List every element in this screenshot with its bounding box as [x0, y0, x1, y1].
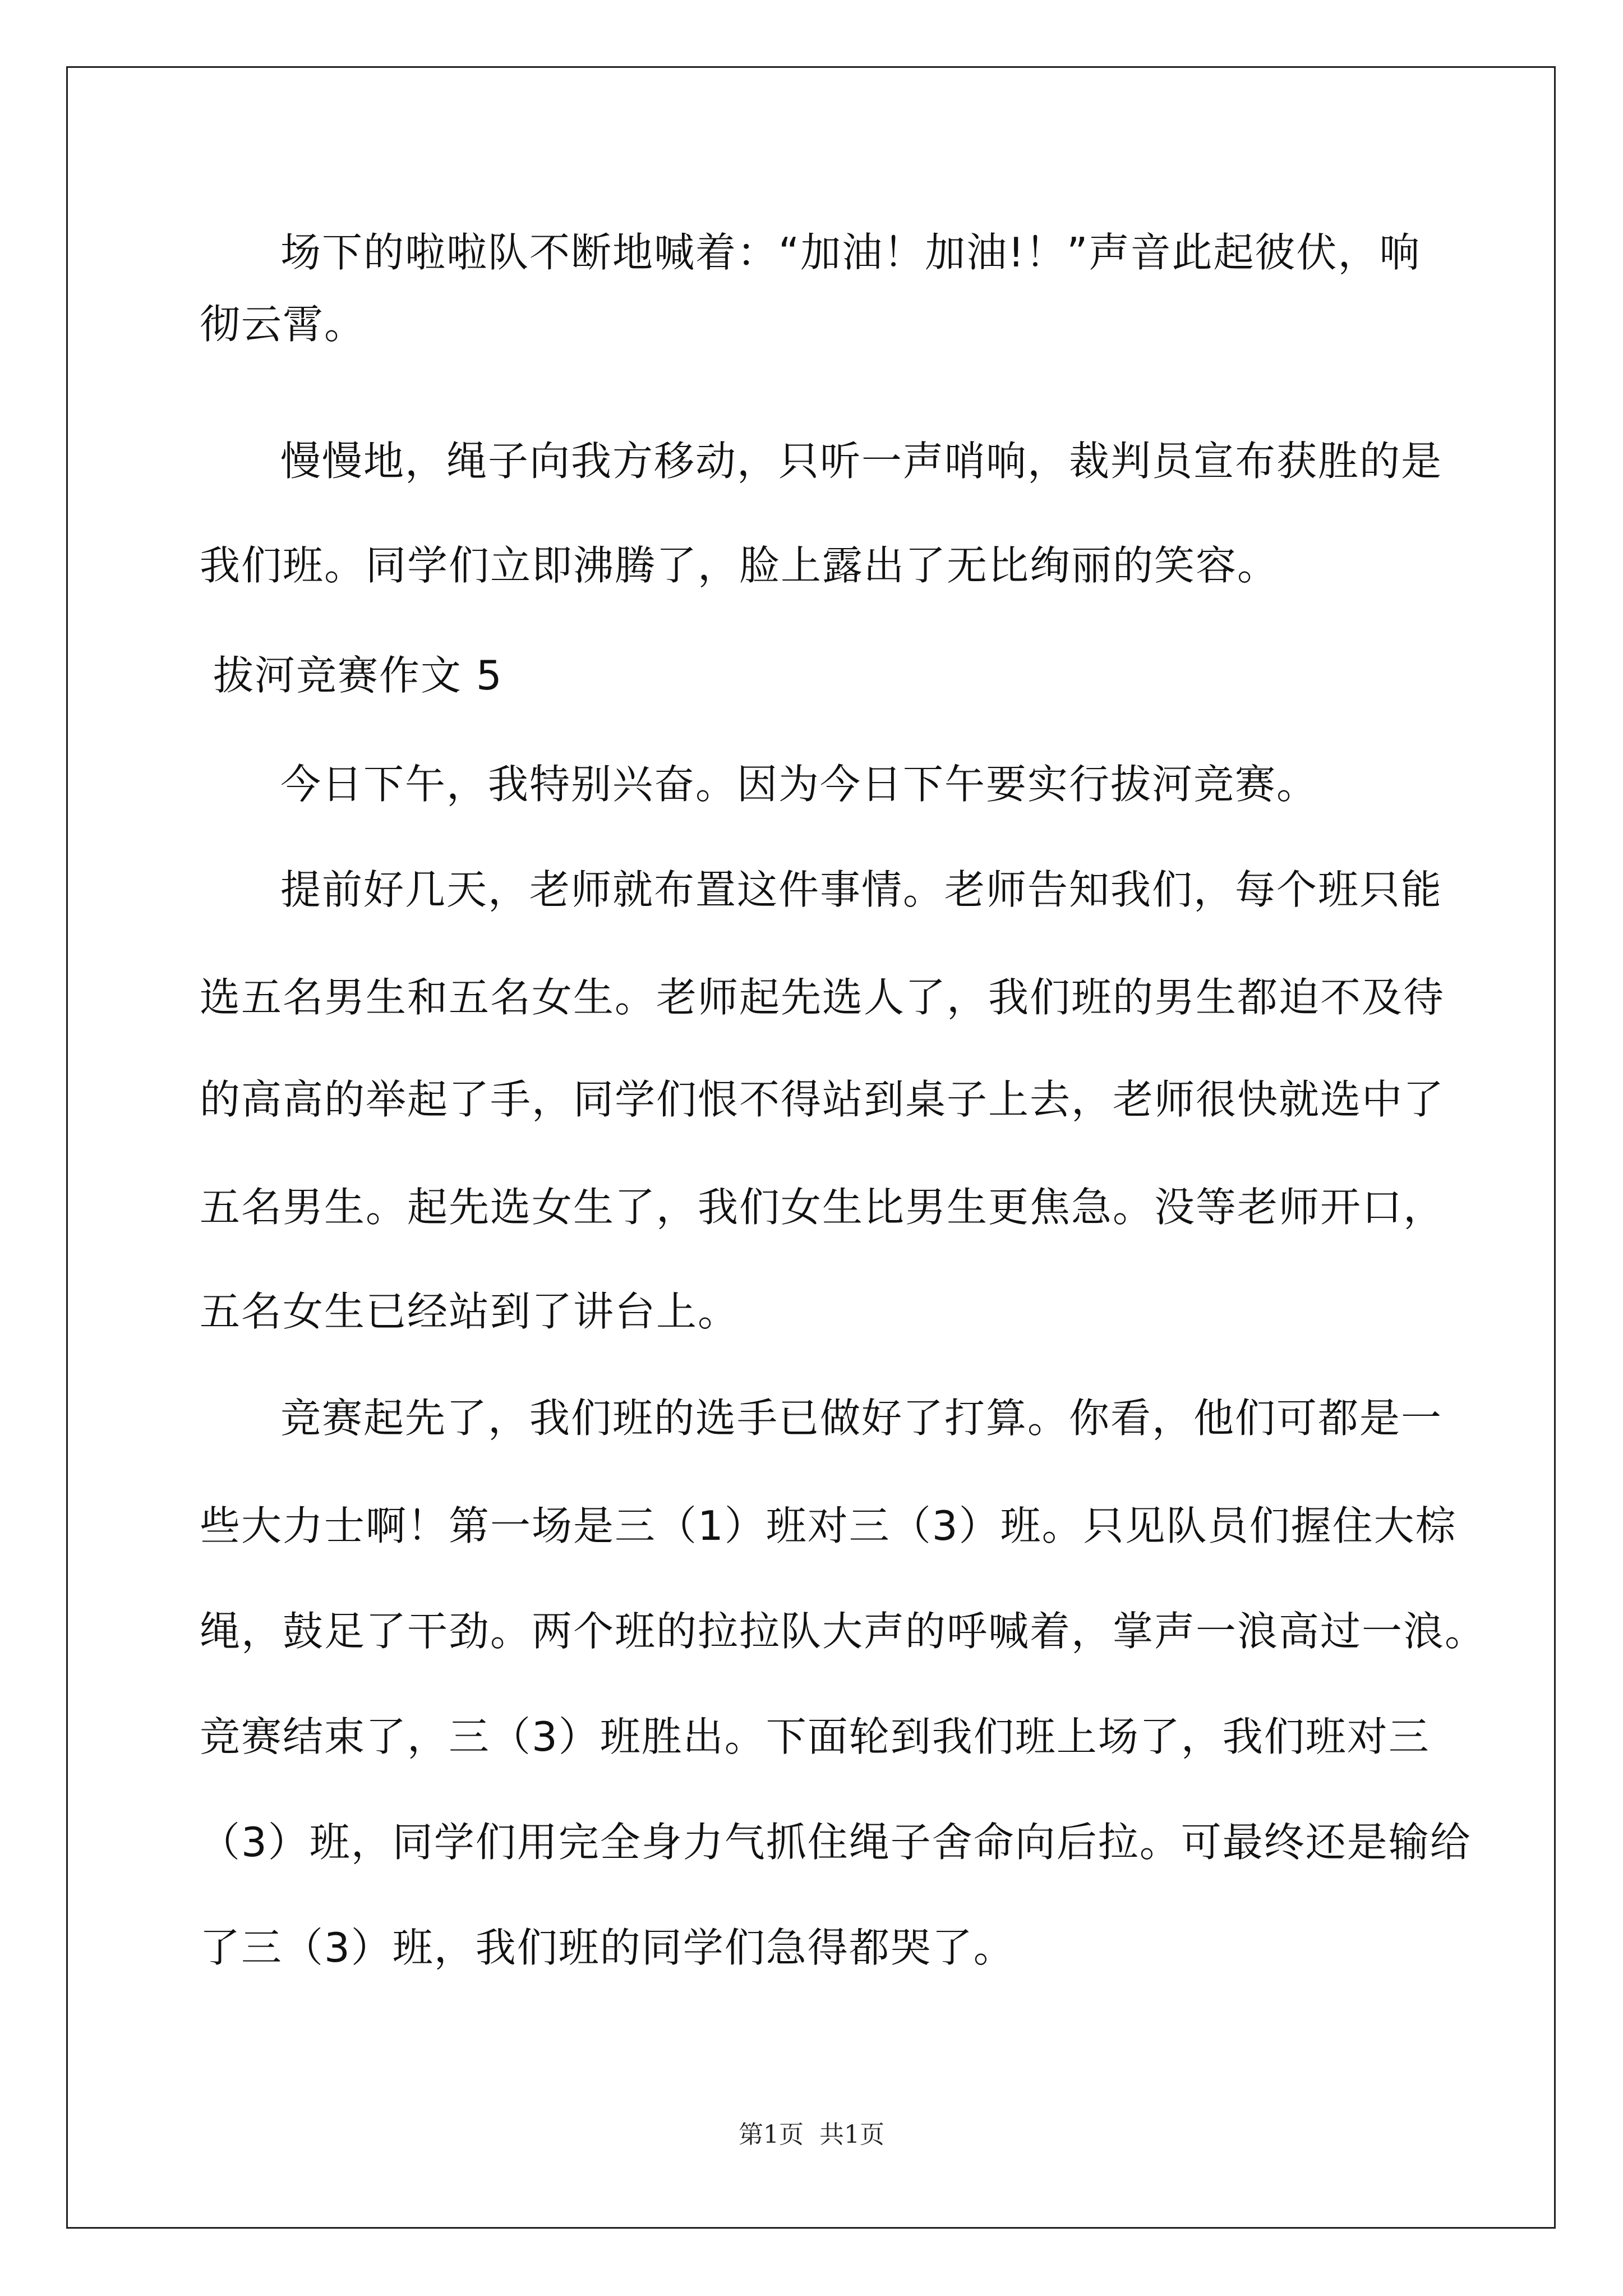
page-border: [66, 66, 1556, 2229]
text-line: 竞赛结束了，三（3）班胜出。下面轮到我们班上场了，我们班对三: [200, 1713, 1430, 1760]
text-line: （3）班，同学们用完全身力气抓住绳子舍命向后拉。可最终还是输给: [200, 1819, 1472, 1866]
text-line: 选五名男生和五名女生。老师起先选人了，我们班的男生都迫不及待: [200, 974, 1445, 1021]
section-heading: 拔河竞赛作文 5: [213, 652, 503, 699]
text-line: 了三（3）班，我们班的同学们急得都哭了。: [200, 1924, 1015, 1971]
text-line: 五名女生已经站到了讲台上。: [200, 1288, 740, 1335]
text-line: 竞赛起先了，我们班的选手已做好了打算。你看，他们可都是一: [280, 1395, 1443, 1442]
page-footer: [0, 2119, 1623, 2151]
text-line: 五名男生。起先选女生了，我们女生比男生更焦急。没等老师开口，: [200, 1184, 1445, 1231]
text-line: 些大力士啊！第一场是三（1）班对三（3）班。只见队员们握住大棕: [200, 1502, 1457, 1549]
text-line: 今日下午，我特别兴奋。因为今日下午要实行拔河竞赛。: [280, 761, 1318, 808]
text-line: 场下的啦啦队不断地喊着：“加油！加油!！”声音此起彼伏，响: [280, 229, 1421, 276]
text-line: 我们班。同学们立即沸腾了，脸上露出了无比绚丽的笑容。: [200, 542, 1279, 589]
text-line: 提前好几天，老师就布置这件事情。老师告知我们，每个班只能: [280, 866, 1443, 913]
text-line: 绳，鼓足了干劲。两个班的拉拉队大声的呼喊着，掌声一浪高过一浪。: [200, 1608, 1487, 1655]
text-line: 慢慢地，绳子向我方移动，只听一声哨响，裁判员宣布获胜的是: [280, 438, 1443, 485]
page-count: 共1页: [819, 2120, 884, 2149]
text-line: 彻云霄。: [200, 301, 366, 348]
text-line: 的高高的举起了手，同学们恨不得站到桌子上去，老师很快就选中了: [200, 1076, 1445, 1123]
page-number: 第1页: [739, 2120, 804, 2149]
